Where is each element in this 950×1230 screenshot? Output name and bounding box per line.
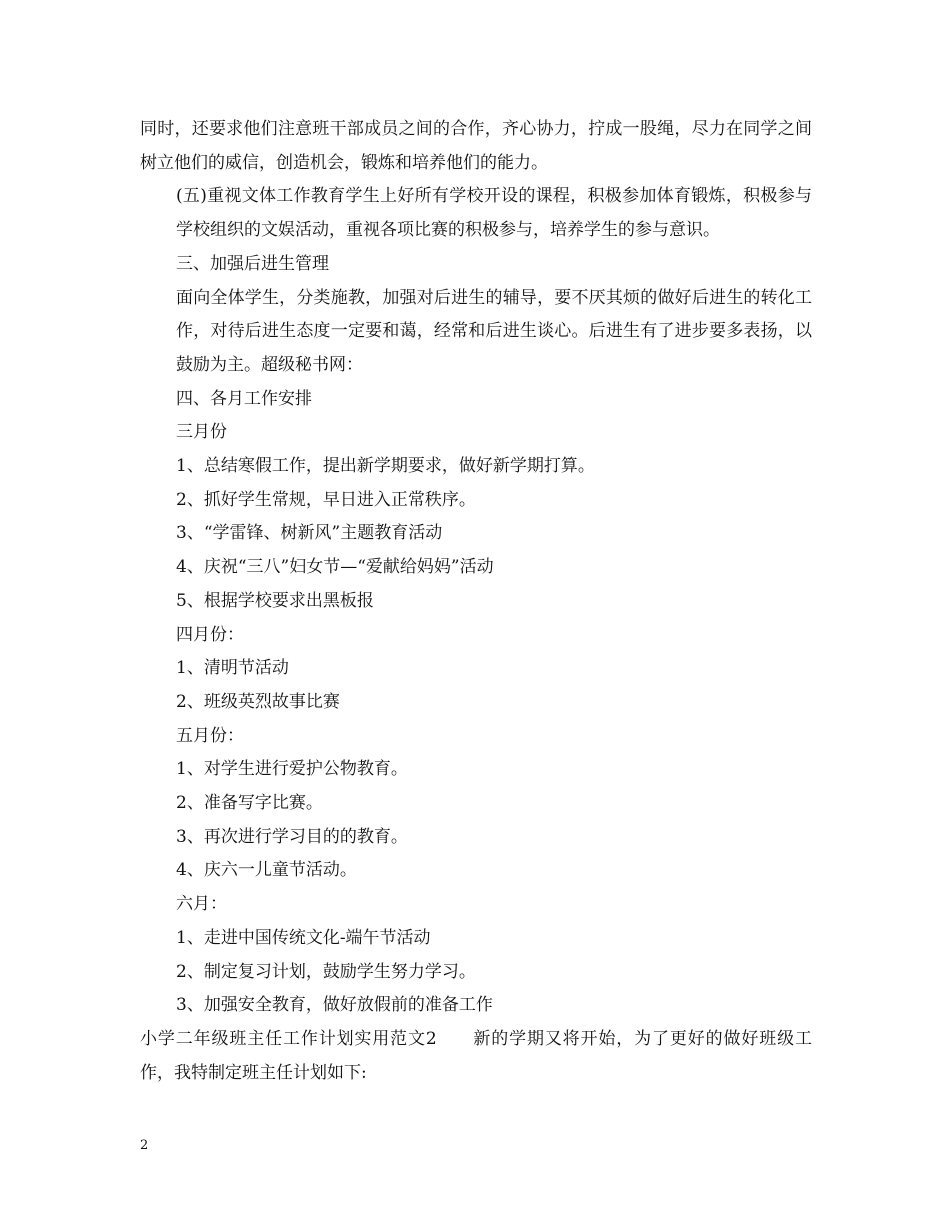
paragraph: 同时，还要求他们注意班干部成员之间的合作，齐心协力，拧成一股绳，尽力在同学之间树立他们的威信，创造机会，锻炼和培养他们的能力。 [140,119,812,173]
list-item: 1、清明节活动 [176,658,289,679]
list-item: 3、“学雷锋、树新风”主题教育活动 [176,523,443,544]
paragraph: 小学二年级班主任工作计划实用范文2 新的学期又将开始，为了更好的做好班级工作，我特制定班主任计划如下: [140,1028,812,1083]
paragraph: (五)重视文体工作教育学生上好所有学校开设的课程，积极参加体育锻炼，积极参与学校组织的文娱活动，重视各项比赛的积极参与，培养学生的参与意识。 [176,186,812,241]
list-item: 4、庆祝“三八”妇女节—“爱献给妈妈”活动 [176,557,494,578]
list-item: 1、对学生进行爱护公物教育。 [176,759,408,780]
list-item: 4、庆六一儿童节活动。 [176,860,357,881]
list-item: 2、抓好学生常规，早日进入正常秩序。 [176,489,476,510]
list-item: 5、根据学校要求出黑板报 [176,590,374,611]
paragraph: 面向全体学生，分类施教，加强对后进生的辅导，要不厌其烦的做好后进生的转化工作，对待后进生态度一定要和蔼，经常和后进生谈心。后进生有了进步要多表扬，以鼓励为主。超级秘书网： [176,287,812,375]
list-item: 1、总结寒假工作，提出新学期要求，做好新学期打算。 [176,456,595,477]
document-body [140,113,812,1090]
list-item: 1、走进中国传统文化-端午节活动 [176,927,431,948]
list-item: 2、准备写字比赛。 [176,793,323,814]
month-heading: 四月份： [176,624,244,645]
list-item: 2、班级英烈故事比赛 [176,691,340,712]
section-heading: 三、加强后进生管理 [176,253,329,274]
page-number: 2 [140,1138,149,1153]
month-heading: 五月份： [176,725,244,746]
section-heading: 四、各月工作安排 [176,388,312,409]
list-item: 3、再次进行学习目的的教育。 [176,826,408,847]
list-item: 2、制定复习计划，鼓励学生努力学习。 [176,961,476,982]
list-item: 3、加强安全教育，做好放假前的准备工作 [176,995,493,1016]
month-heading: 三月份 [176,422,227,443]
month-heading: 六月： [176,894,227,915]
